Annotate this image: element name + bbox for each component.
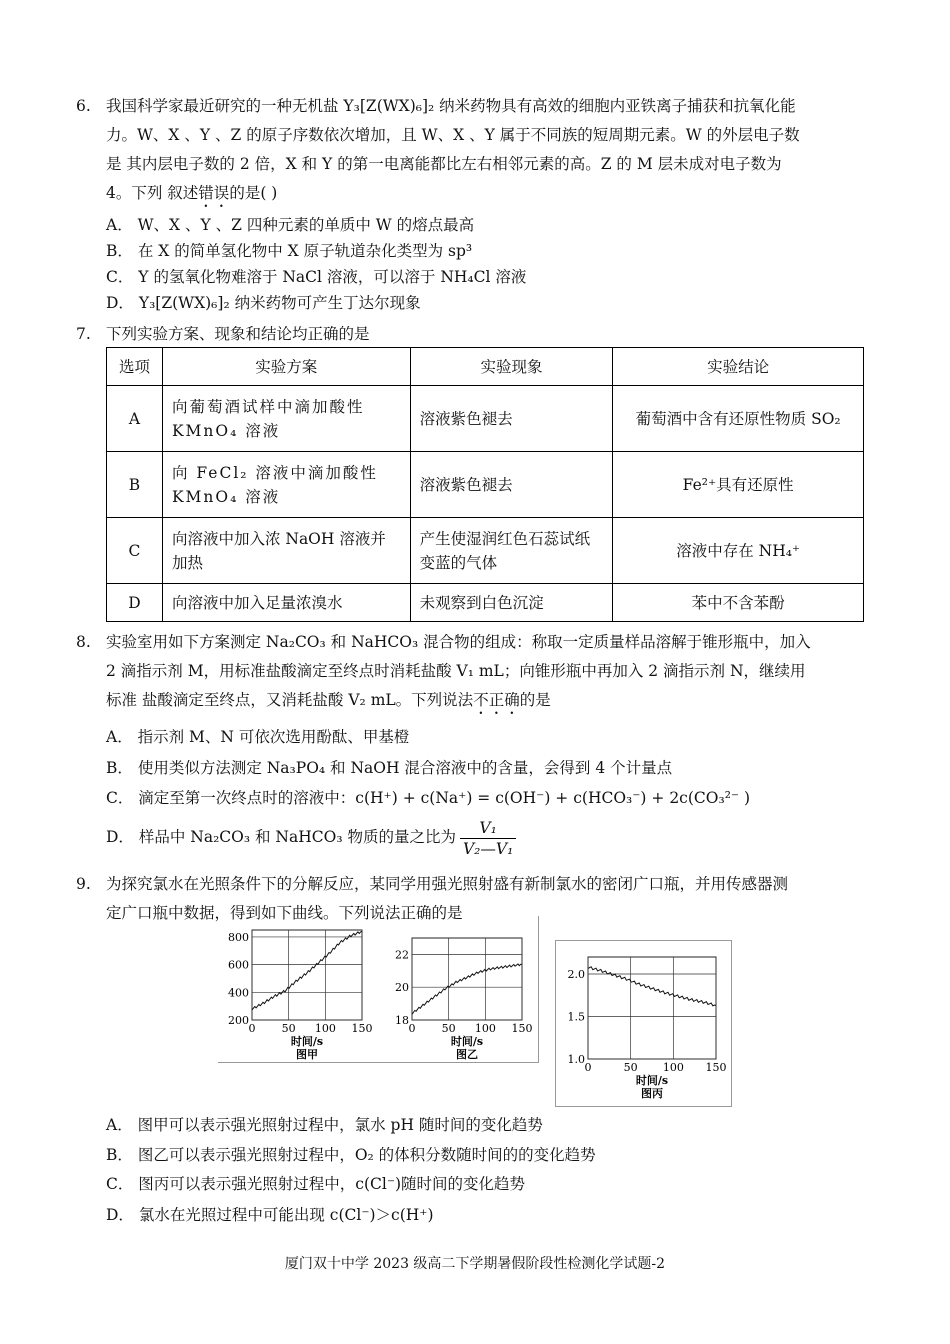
y-tick-label: 1.0 xyxy=(567,1053,585,1066)
option-a: A． 图甲可以表示强光照射过程中，氯水 pH 随时间的变化趋势 xyxy=(106,1116,543,1134)
option-c: C． 滴定至第一次终点时的溶液中：c(H⁺) + c(Na⁺) = c(OH⁻) + c(HCO₃⁻) + 2c(CO₃²⁻ ) xyxy=(106,789,751,807)
experiment-table xyxy=(106,347,864,622)
x-tick-label: 0 xyxy=(248,1022,256,1035)
plan-cell: 向 FeCl₂ 溶液中滴加酸性 KMnO₄ 溶液 xyxy=(162,452,410,518)
plan-cell: 向葡萄酒试样中滴加酸性 KMnO₄ 溶液 xyxy=(162,386,410,452)
x-tick-label: 50 xyxy=(623,1061,638,1074)
fraction-numerator: V₁ xyxy=(460,818,516,839)
question-stem: 下列实验方案、现象和结论均正确的是 xyxy=(106,325,370,343)
table-row xyxy=(107,518,864,584)
page-footer: 厦门双十中学 2023 级高二下学期暑假阶段性检测化学试题-2 xyxy=(284,1256,666,1272)
y-tick-label: 800 xyxy=(228,930,249,944)
stem-text: 4。下列 叙述 xyxy=(106,184,199,202)
y-tick-label: 1.5 xyxy=(567,1010,585,1024)
option-d-text: D． 样品中 Na₂CO₃ 和 NaHCO₃ 物质的量之比为 xyxy=(106,828,456,846)
x-tick-label: 0 xyxy=(584,1061,592,1074)
y-tick-label: 18 xyxy=(395,1014,409,1027)
series-line xyxy=(412,964,522,1015)
ratio-fraction xyxy=(460,818,516,859)
conclusion-cell: 苯中不含苯酚 xyxy=(613,584,864,622)
option-a: A． 指示剂 M、N 可依次选用酚酞、甲基橙 xyxy=(106,728,410,746)
stem-line: 是 其内层电子数的 2 倍，X 和 Y 的第一电离能都比左右相邻元素的高。Z 的 M 层未成对电子数为 xyxy=(106,155,782,173)
x-tick-label: 150 xyxy=(511,1022,533,1035)
option-c: C． Y 的氢氧化物难溶于 NaCl 溶液，可以溶于 NH₄Cl 溶液 xyxy=(106,268,527,286)
option-b: B． 在 X 的简单氢化物中 X 原子轨道杂化类型为 sp³ xyxy=(106,242,473,260)
question-stem xyxy=(106,628,866,718)
option-cell: C xyxy=(107,518,163,584)
conclusion-cell: Fe²⁺具有还原性 xyxy=(613,452,864,518)
chart-jia xyxy=(218,916,378,1062)
chart-yi xyxy=(378,916,538,1062)
figure-group-2 xyxy=(555,940,732,1107)
stem-line xyxy=(106,686,866,718)
figure-group-1 xyxy=(218,916,539,1063)
x-tick-label: 150 xyxy=(351,1022,373,1035)
header-cell: 实验现象 xyxy=(410,348,613,386)
question-6 xyxy=(76,92,866,211)
plan-cell: 向溶液中加入足量浓溴水 xyxy=(162,584,410,622)
x-axis-label: 时间/s xyxy=(450,1035,484,1048)
option-cell: B xyxy=(107,452,163,518)
option-cell: D xyxy=(107,584,163,622)
chart-bing xyxy=(556,941,731,1106)
y-tick-label: 200 xyxy=(228,1014,249,1027)
x-tick-label: 0 xyxy=(408,1022,416,1035)
conclusion-cell: 溶液中存在 NH₄⁺ xyxy=(613,518,864,584)
chart-title: 图乙 xyxy=(456,1048,478,1061)
plot-frame xyxy=(588,957,716,1059)
question-number: 9. xyxy=(76,875,91,893)
stem-line: 实验室用如下方案测定 Na₂CO₃ 和 NaHCO₃ 混合物的组成：称取一定质量样品溶解于锥形瓶中，加入 xyxy=(106,633,811,651)
y-tick-label: 20 xyxy=(395,981,409,995)
option-d xyxy=(106,815,516,859)
table-row xyxy=(107,452,864,518)
chart-title: 图丙 xyxy=(641,1087,663,1100)
option-a: A． W、X 、Y 、Z 四种元素的单质中 W 的熔点最高 xyxy=(106,216,475,234)
phenomenon-cell: 产生使湿润红色石蕊试纸变蓝的气体 xyxy=(410,518,613,584)
x-tick-label: 100 xyxy=(314,1022,336,1035)
question-7 xyxy=(76,320,866,349)
plan-cell: 向溶液中加入浓 NaOH 溶液并加热 xyxy=(162,518,410,584)
option-b: B． 图乙可以表示强光照射过程中，O₂ 的体积分数随时间的的变化趋势 xyxy=(106,1146,596,1164)
x-axis-label: 时间/s xyxy=(635,1074,669,1087)
table-row xyxy=(107,386,864,452)
emphasis-text: 不正确 xyxy=(473,691,520,709)
phenomenon-cell: 溶液紫色褪去 xyxy=(410,386,613,452)
table-row xyxy=(107,584,864,622)
y-tick-label: 600 xyxy=(228,958,249,972)
x-tick-label: 100 xyxy=(474,1022,496,1035)
header-cell: 选项 xyxy=(107,348,163,386)
x-tick-label: 150 xyxy=(705,1061,727,1074)
question-number: 6. xyxy=(76,97,91,115)
series-line xyxy=(252,931,362,1010)
stem-line: 我国科学家最近研究的一种无机盐 Y₃[Z(WX)₆]₂ 纳米药物具有高效的细胞内亚铁离子捕获和抗氧化能 xyxy=(106,97,796,115)
question-number: 8. xyxy=(76,633,91,651)
header-cell: 实验结论 xyxy=(613,348,864,386)
x-tick-label: 50 xyxy=(281,1022,296,1035)
series-line xyxy=(588,967,716,1006)
option-d: D． Y₃[Z(WX)₆]₂ 纳米药物可产生丁达尔现象 xyxy=(106,294,421,312)
stem-line: 定广口瓶中数据，得到如下曲线。下列说法正确的是 xyxy=(106,904,463,922)
y-tick-label: 2.0 xyxy=(567,968,585,981)
option-b: B． 使用类似方法测定 Na₃PO₄ 和 NaOH 混合溶液中的含量，会得到 4 个计量点 xyxy=(106,759,673,777)
phenomenon-cell: 未观察到白色沉淀 xyxy=(410,584,613,622)
option-c: C． 图丙可以表示强光照射过程中，c(Cl⁻)随时间的变化趋势 xyxy=(106,1175,526,1193)
stem-line: 为探究氯水在光照条件下的分解反应，某同学用强光照射盛有新制氯水的密闭广口瓶，并用传感器测 xyxy=(106,875,789,893)
x-axis-label: 时间/s xyxy=(290,1035,324,1048)
question-8 xyxy=(76,628,866,718)
chart-title: 图甲 xyxy=(296,1048,318,1061)
stem-line: 2 滴指示剂 M，用标准盐酸滴定至终点时消耗盐酸 V₁ mL；向锥形瓶中再加入 2 滴指示剂 N，继续用 xyxy=(106,662,806,680)
plot-frame xyxy=(252,930,362,1020)
option-d: D． 氯水在光照过程中可能出现 c(Cl⁻)＞c(H⁺) xyxy=(106,1206,434,1224)
table-header-row xyxy=(107,348,864,386)
x-tick-label: 50 xyxy=(441,1022,456,1035)
conclusion-cell: 葡萄酒中含有还原性物质 SO₂ xyxy=(613,386,864,452)
option-cell: A xyxy=(107,386,163,452)
header-cell: 实验方案 xyxy=(162,348,410,386)
stem-text: 的是( ) xyxy=(229,184,278,202)
stem-line xyxy=(106,179,866,211)
plot-frame xyxy=(412,938,522,1020)
question-stem xyxy=(106,92,866,211)
stem-line: 力。W、X 、Y 、Z 的原子序数依次增加，且 W、X 、Y 属于不同族的短周期元素。W 的外层电子数 xyxy=(106,126,800,144)
phenomenon-cell: 溶液紫色褪去 xyxy=(410,452,613,518)
y-tick-label: 22 xyxy=(395,948,409,962)
question-number: 7. xyxy=(76,325,91,343)
x-tick-label: 100 xyxy=(662,1061,684,1074)
fraction-denominator: V₂—V₁ xyxy=(462,839,514,858)
emphasis-text: 错误 xyxy=(198,184,230,202)
stem-text: 的是 xyxy=(519,691,551,709)
y-tick-label: 400 xyxy=(228,986,249,1000)
stem-text: 标准 盐酸滴定至终点，又消耗盐酸 V₂ mL。下列说法 xyxy=(106,691,474,709)
